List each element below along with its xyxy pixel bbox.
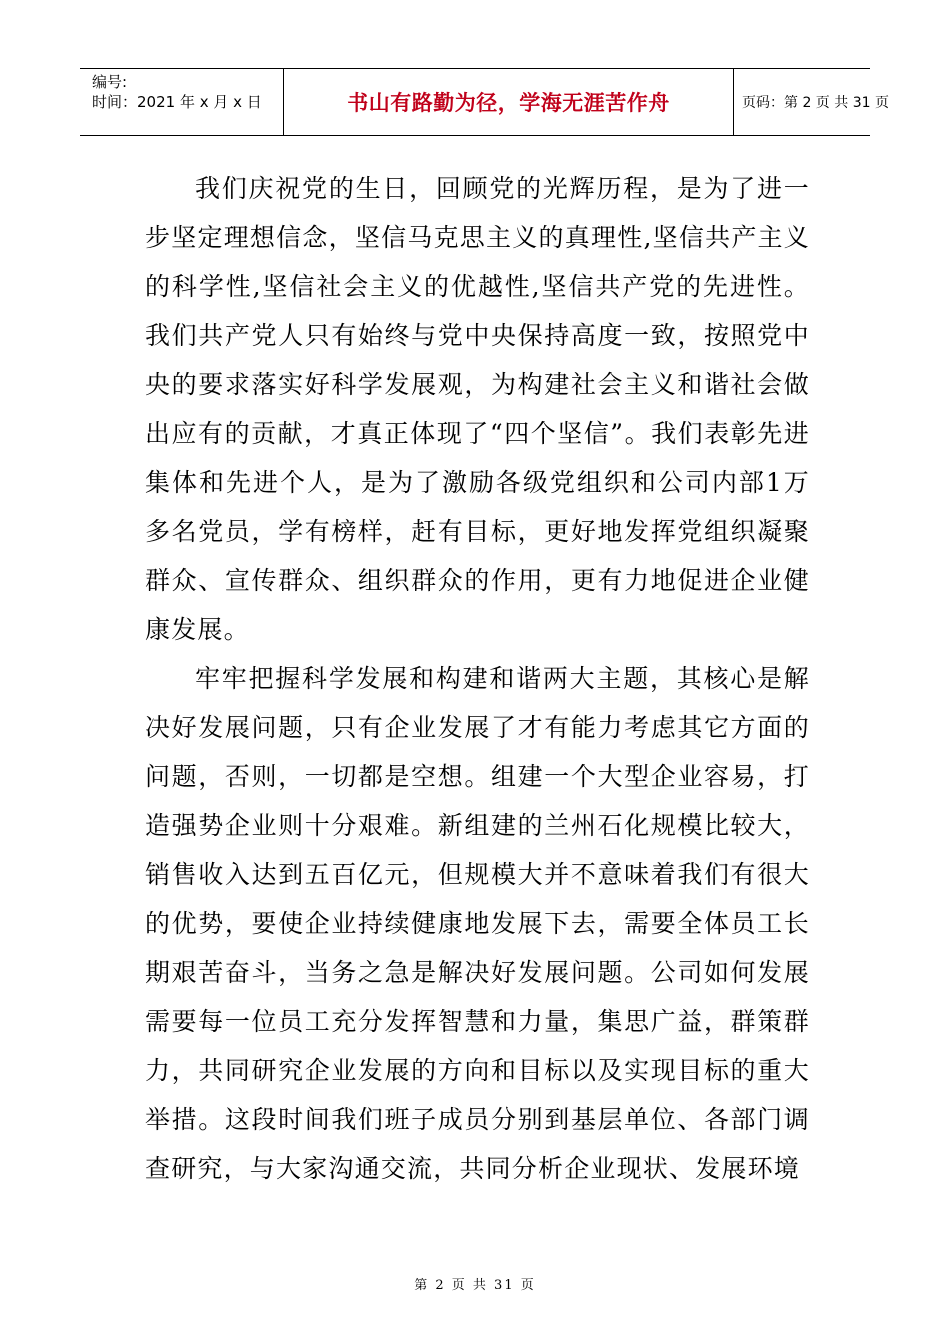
page-footer: 第 2 页 共 31 页	[414, 1278, 536, 1293]
header-meta	[80, 69, 284, 135]
header-motto: 书山有路勤为径，学海无涯苦作舟	[284, 69, 734, 135]
header-page-code: 页码：第 2 页 共 31 页	[742, 95, 889, 111]
paragraph: 牢牢把握科学发展和构建和谐两大主题，其核心是解决好发展问题，只有企业发展了才有能力考虑其它方面的问题，否则，一切都是空想。组建一个大型企业容易，打造强势企业则十分艰难。新组建的兰州石化规模比较大，销售收入达到五百亿元，但规模大并不意味着我们有很大的优势，要使企业持续健康地发展下去，需要全体员工长期艰苦奋斗，当务之急是解决好发展问题。公司如何发展需要每一位员工充分发挥智慧和力量，集思广益，群策群力，共同研究企业发展的方向和目标以及实现目标的重大举措。这段时间我们班子成员分别到基层单位、各部门调查研究，与大家沟通交流，共同分析企业现状、发展环境	[145, 664, 810, 1183]
time-label: 时间：2021 年 x 月 x 日	[92, 93, 262, 111]
paragraph: 我们庆祝党的生日，回顾党的光辉历程，是为了进一步坚定理想信念，坚信马克思主义的真理性,坚信共产主义的科学性,坚信社会主义的优越性,坚信共产党的先进性。我们共产党人只有始终与党中央保持高度一致，按照党中央的要求落实好科学发展观，为构建社会主义和谐社会做出应有的贡献，才真正体现了“四个坚信”。我们表彰先进集体和先进个人，是为了激励各级党组织和公司内部1万多名党员，学有榜样，赶有目标，更好地发挥党组织凝聚群众、宣传群众、组织群众的作用，更有力地促进企业健康发展。	[145, 174, 810, 644]
document-body	[145, 164, 810, 1193]
document-header	[80, 68, 889, 136]
number-label: 编号:	[92, 73, 128, 91]
